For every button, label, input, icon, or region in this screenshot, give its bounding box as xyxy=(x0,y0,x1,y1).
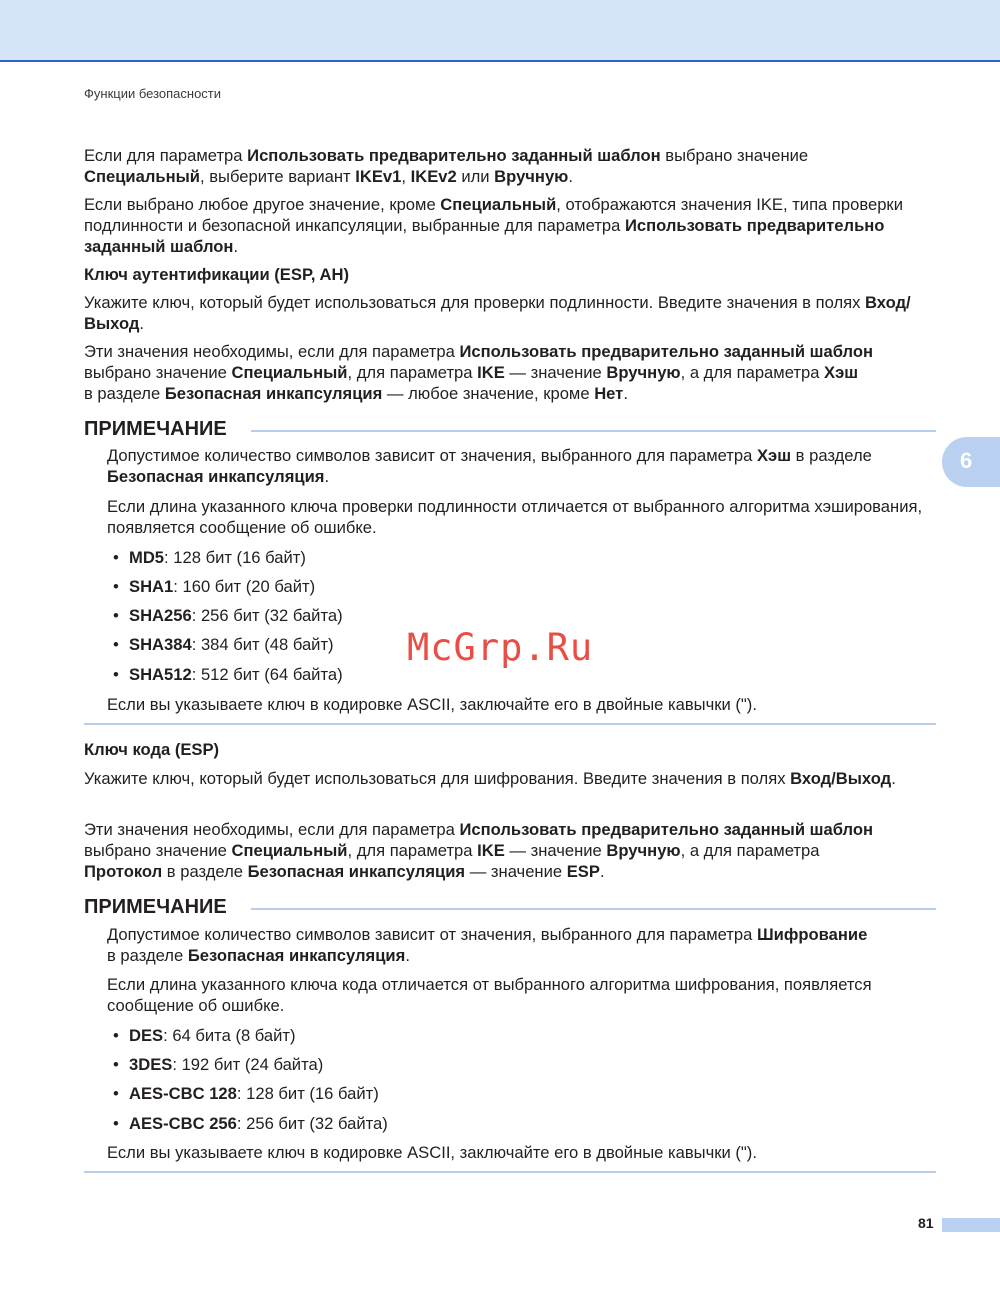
note-title: ПРИМЕЧАНИЕ xyxy=(84,418,227,440)
list-item: • AES-CBC 256: 256 бит (32 байта) xyxy=(113,1114,388,1133)
note-header-2 xyxy=(84,896,936,922)
note1-paragraph-2: Если длина указанного ключа проверки подлинности отличается от выбранного алгоритма хэширования, появляется сообщение об ошибке. xyxy=(107,497,923,537)
section-heading-cipher-key: Ключ кода (ESP) xyxy=(84,740,220,759)
page-number-bar xyxy=(942,1218,1000,1232)
auth-key-paragraph-2: Эти значения необходимы, если для параметра Использовать предварительно заданный шаблон выбрано значение Специальный, для параметра IKE — значение Вручную, а для параметра Хэш в разделе Безопасная инкапсуляция — любое значение, кроме Нет. xyxy=(84,342,874,403)
note-header-1 xyxy=(84,418,936,444)
note-title: ПРИМЕЧАНИЕ xyxy=(84,896,227,918)
list-item: • 3DES: 192 бит (24 байта) xyxy=(113,1055,324,1074)
list-item: • SHA512: 512 бит (64 байта) xyxy=(113,665,343,684)
page-number: 81 xyxy=(918,1215,934,1231)
list-item: • DES: 64 бита (8 байт) xyxy=(113,1026,296,1045)
note2-paragraph-1: Допустимое количество символов зависит от значения, выбранного для параметра Шифрование в разделе Безопасная инкапсуляция. xyxy=(107,925,868,965)
list-item: • SHA384: 384 бит (48 байт) xyxy=(113,635,334,654)
list-item: • SHA256: 256 бит (32 байта) xyxy=(113,606,343,625)
intro-paragraph-1: Если для параметра Использовать предварительно заданный шаблон выбрано значение Специальный, выберите вариант IKEv1, IKEv2 или Вручную. xyxy=(84,146,809,186)
watermark: McGrp.Ru xyxy=(407,626,594,669)
note-end-rule xyxy=(84,1171,936,1173)
list-item: • MD5: 128 бит (16 байт) xyxy=(113,548,306,567)
list-item: • SHA1: 160 бит (20 байт) xyxy=(113,577,316,596)
note-rule xyxy=(251,908,936,910)
header-band xyxy=(0,0,1000,62)
list-item: • AES-CBC 128: 128 бит (16 байт) xyxy=(113,1084,379,1103)
intro-paragraph-2: Если выбрано любое другое значение, кроме Специальный, отображаются значения IKE, типа проверки подлинности и безопасной инкапсуляции, выбранные для параметра Использовать предварительно заданный шаблон. xyxy=(84,195,903,256)
auth-key-paragraph-1: Укажите ключ, который будет использоваться для проверки подлинности. Введите значения в полях Вход/Выход. xyxy=(84,293,911,333)
chapter-number: 6 xyxy=(960,448,973,473)
note2-paragraph-3: Если вы указываете ключ в кодировке ASCII, заключайте его в двойные кавычки ("). xyxy=(107,1143,757,1162)
section-heading-auth-key: Ключ аутентификации (ESP, AH) xyxy=(84,265,349,284)
note-rule xyxy=(251,430,936,432)
cipher-key-paragraph-1: Укажите ключ, который будет использоваться для шифрования. Введите значения в полях Вход/Выход. xyxy=(84,769,896,788)
note1-paragraph-1: Допустимое количество символов зависит от значения, выбранного для параметра Хэш в разделе Безопасная инкапсуляция. xyxy=(107,446,872,486)
note-end-rule xyxy=(84,723,936,725)
note2-paragraph-2: Если длина указанного ключа кода отличается от выбранного алгоритма шифрования, появляется сообщение об ошибке. xyxy=(107,975,872,1015)
note1-paragraph-3: Если вы указываете ключ в кодировке ASCII, заключайте его в двойные кавычки ("). xyxy=(107,695,757,714)
running-title: Функции безопасности xyxy=(84,86,222,101)
cipher-key-paragraph-2: Эти значения необходимы, если для параметра Использовать предварительно заданный шаблон выбрано значение Специальный, для параметра IKE — значение Вручную, а для параметра Протокол в разделе Безопасная инкапсуляция — значение ESP. xyxy=(84,820,874,881)
